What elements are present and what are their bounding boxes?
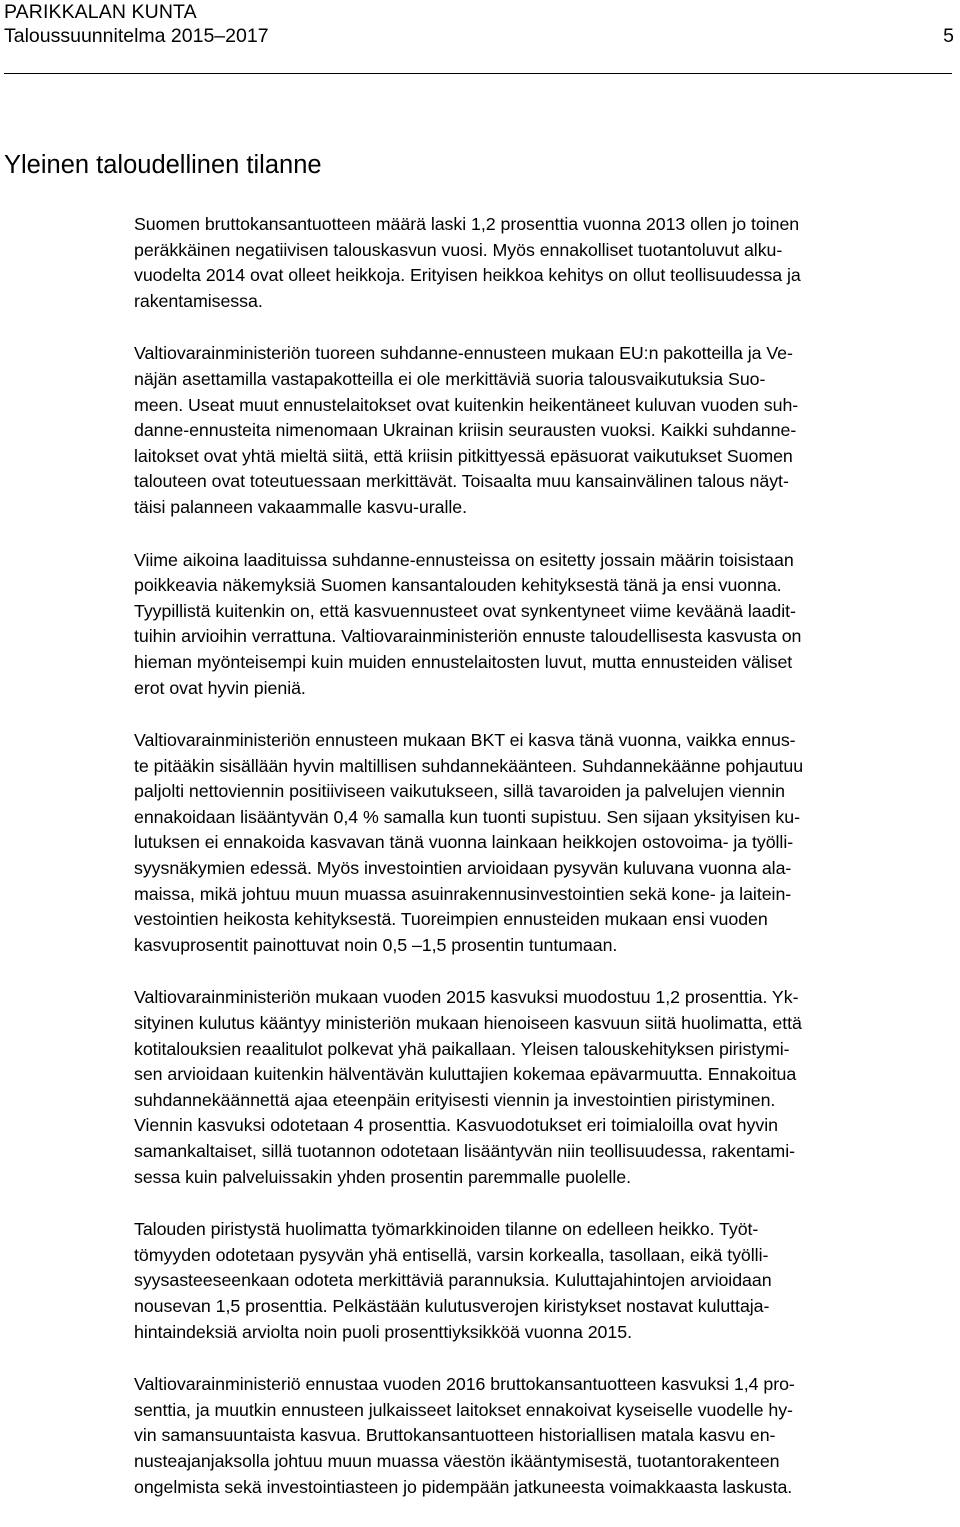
paragraph-line: talouteen ovat toteutuessaan merkittävät. Toisaalta muu kansainvälinen talous näyt- <box>134 471 789 492</box>
paragraph-line: kotitalouksien reaalitulot polkevat yhä paikallaan. Yleisen talouskehityksen piristymi- <box>134 1038 790 1059</box>
paragraph-2 <box>134 341 960 520</box>
paragraph-line: nousevan 1,5 prosenttia. Pelkästään kulutusverojen kiristykset nostavat kuluttaja- <box>134 1295 770 1316</box>
paragraph-line: syysnäkymien edessä. Myös investointien arvioidaan pysyvän kuluvana vuonna ala- <box>134 858 792 879</box>
paragraph-line: sityinen kulutus kääntyy ministeriön mukaan hienoiseen kasvuun siitä huolimatta, että <box>134 1013 802 1034</box>
paragraph-line: hintaindeksiä arviolta noin puoli prosenttiyksikköä vuonna 2015. <box>134 1321 632 1342</box>
paragraph-line: Valtiovarainministeriön ennusteen mukaan BKT ei kasva tänä vuonna, vaikka ennus- <box>134 730 796 751</box>
paragraph-line: samankaltaiset, sillä tuotannon odotetaan lisääntyvän niin teollisuudessa, rakentami- <box>134 1141 795 1161</box>
paragraph-line: peräkkäinen negatiivisen talouskasvun vuosi. Myös ennakolliset tuotantoluvut alku- <box>134 239 783 260</box>
paragraph-line: Valtiovarainministeriön tuoreen suhdanne-ennusteen mukaan EU:n pakotteilla ja Ve- <box>134 343 793 364</box>
paragraph-line: näjän asettamilla vastapakotteilla ei ole merkittäviä suoria talousvaikutuksia Suo- <box>134 368 766 389</box>
paragraph-1 <box>134 212 960 314</box>
paragraph-line: danne-ennusteita nimenomaan Ukrainan kriisin seurausten vuoksi. Kaikki suhdanne- <box>134 420 797 441</box>
header-document-title: Taloussuunnitelma 2015–2017 <box>4 25 269 47</box>
paragraph-line: vuodelta 2014 ovat olleet heikkoja. Erityisen heikkoa kehitys on ollut teollisuudessa ja <box>134 265 801 286</box>
paragraph-line: sen arvioidaan kuitenkin hälventävän kuluttajien kokemaa epävarmuutta. Ennakoitua <box>134 1064 797 1085</box>
paragraph-line: vestointien heikosta kehityksestä. Tuoreimpien ennusteiden mukaan ensi vuoden <box>134 909 768 930</box>
paragraph-line: Valtiovarainministeriö ennustaa vuoden 2016 bruttokansantuotteen kasvuksi 1,4 pro- <box>134 1374 795 1395</box>
paragraph-line: ongelmista sekä investointiasteen jo pidempään jatkuneesta voimakkaasta laskusta. <box>134 1476 793 1497</box>
paragraph-line: suhdannekäännettä ajaa eteenpäin erityisesti viennin ja investointien piristyminen. <box>134 1089 776 1110</box>
paragraph-line: paljolti nettoviennin positiiviseen vaikutukseen, sillä tavaroiden ja palvelujen viennin <box>134 781 785 802</box>
header-divider <box>4 73 952 74</box>
paragraph-line: lutuksen ei ennakoida kasvavan tänä vuonna lainkaan heikkojen ostovoima- ja työlli- <box>134 832 794 853</box>
paragraph-line: rakentamisessa. <box>134 290 263 311</box>
paragraph-line: meen. Useat muut ennustelaitokset ovat kuitenkin heikentäneet kuluvan vuoden suh- <box>134 394 799 415</box>
section-title: Yleinen taloudellinen tilanne <box>4 151 322 179</box>
paragraph-line: tömyyden odotetaan pysyvän yhä entisellä, varsin korkealla, tasollaan, eikä työlli- <box>134 1244 769 1265</box>
header-organization: PARIKKALAN KUNTA <box>4 1 197 23</box>
paragraph-line: maissa, mikä johtuu muun muassa asuinrakennusinvestointien sekä kone- ja laitein- <box>134 883 792 904</box>
paragraph-line: Talouden piristystä huolimatta työmarkkinoiden tilanne on edelleen heikko. Työt- <box>134 1219 759 1240</box>
paragraph-line: Valtiovarainministeriön mukaan vuoden 2015 kasvuksi muodostuu 1,2 prosenttia. Yk- <box>134 987 799 1008</box>
paragraph-line: Viime aikoina laadituissa suhdanne-ennusteissa on esitetty jossain määrin toisistaan <box>134 549 794 570</box>
paragraph-line: Tyypillistä kuitenkin on, että kasvuennusteet ovat synkentyneet viime keväänä laadit- <box>134 600 796 621</box>
paragraph-line: te pitääkin sisällään hyvin maltillisen suhdannekäänteen. Suhdannekäänne pohjautuu <box>134 755 804 776</box>
paragraph-line: laitokset ovat yhtä mieltä siitä, että kriisin pitkittyessä epäsuorat vaikutukset Suomen <box>134 445 793 466</box>
paragraph-line: täisi palanneen vakaammalle kasvu-uralle. <box>134 496 468 517</box>
paragraph-3 <box>134 548 960 702</box>
paragraph-line: vin samansuuntaista kasvua. Bruttokansantuotteen historiallisen matala kasvu en- <box>134 1425 776 1446</box>
paragraph-line: senttia, ja muutkin ennusteen julkaisseet laitokset ennakoivat kyseiselle vuodelle hy- <box>134 1399 793 1420</box>
paragraph-line: erot ovat hyvin pieniä. <box>134 677 306 698</box>
paragraph-line: kasvuprosentit painottuvat noin 0,5 –1,5 prosentin tuntumaan. <box>134 934 618 955</box>
paragraph-line: Suomen bruttokansantuotteen määrä laski 1,2 prosenttia vuonna 2013 ollen jo toinen <box>134 214 800 234</box>
paragraph-line: nusteajanjaksolla johtuu muun muassa väestön ikääntymisestä, tuotantorakenteen <box>134 1450 780 1471</box>
paragraph-line: poikkeavia näkemyksiä Suomen kansantalouden kehityksestä tänä ja ensi vuonna. <box>134 575 782 596</box>
paragraph-5 <box>134 985 960 1190</box>
body-text <box>134 212 960 1527</box>
paragraph-line: ennakoidaan lisääntyvän 0,4 % samalla kun tuonti supistuu. Sen sijaan yksityisen ku- <box>134 806 800 827</box>
paragraph-line: tuihin arvioihin verrattuna. Valtiovarainministeriön ennuste taloudellisesta kasvusta on <box>134 626 802 647</box>
paragraph-line: sessa kuin palveluissakin yhden prosentin paremmalle puolelle. <box>134 1166 632 1187</box>
paragraph-line: syysasteeseenkaan odoteta merkittäviä parannuksia. Kuluttajahintojen arvioidaan <box>134 1270 772 1291</box>
paragraph-line: hieman myönteisempi kuin muiden ennustelaitosten luvut, mutta ennusteiden väliset <box>134 651 793 672</box>
header-page-number: 5 <box>943 25 954 47</box>
paragraph-4 <box>134 728 960 958</box>
paragraph-6 <box>134 1217 960 1345</box>
paragraph-line: Viennin kasvuksi odotetaan 4 prosenttia. Kasvuodotukset eri toimialoilla ovat hyvin <box>134 1115 778 1136</box>
paragraph-7 <box>134 1372 960 1500</box>
